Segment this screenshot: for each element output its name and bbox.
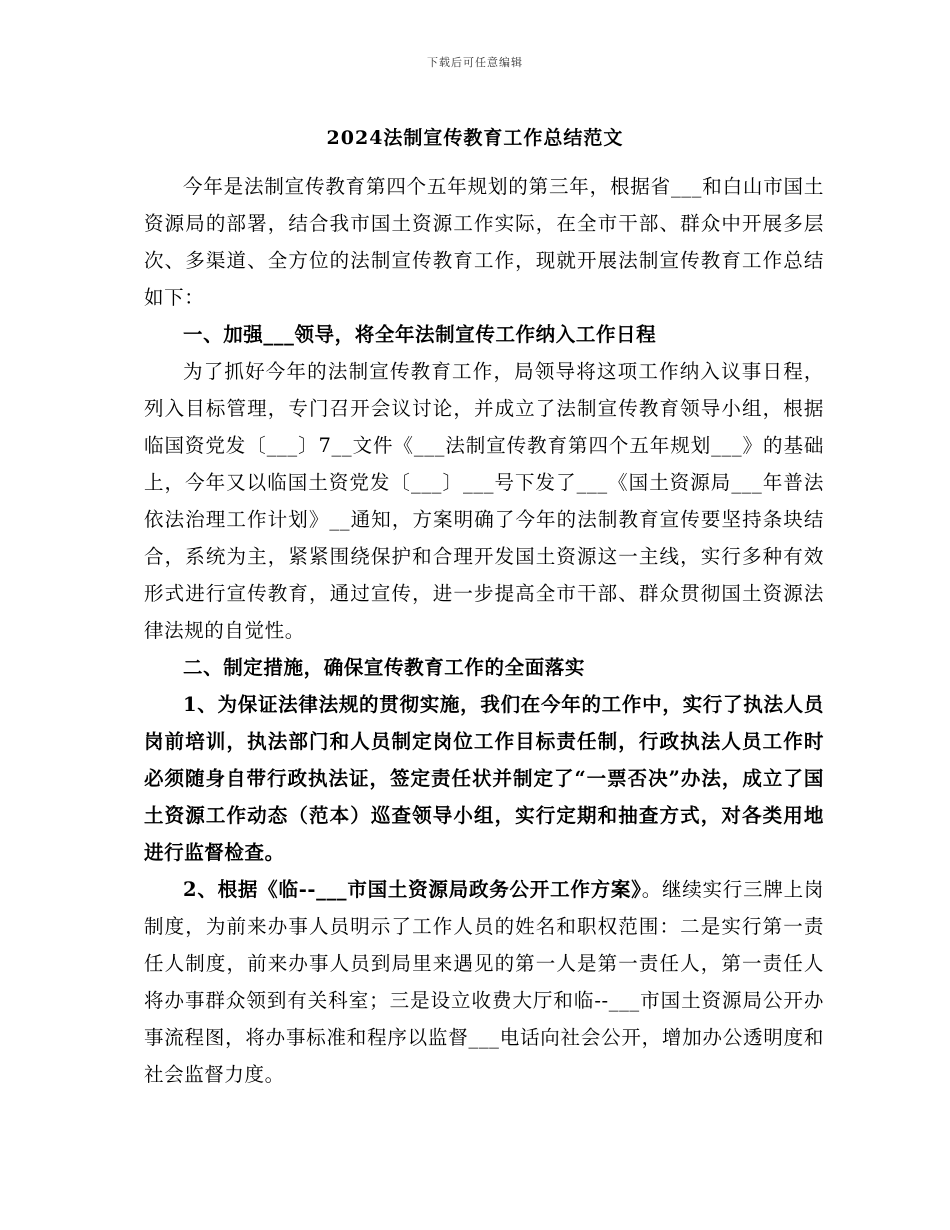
intro-paragraph: 今年是法制宣传教育第四个五年规划的第三年，根据省___和白山市国土资源局的部署，结合我市国土资源工作实际，在全市干部、群众中开展多层次、多渠道、全方位的法制宣传教育工作，现就开展法制宣传教育工作总结如下： bbox=[144, 175, 824, 309]
section-1-paragraph: 为了抓好今年的法制宣传教育工作，局领导将这项工作纳入议事日程，列入目标管理，专门召开会议讨论，并成立了法制宣传教育领导小组，根据临国资党发〔___〕7__文件《___法制宣传教育第四个五年规划___》的基础上，今年又以临国土资党发〔___〕___号下发了___《国土资源局___年普法依法治理工作计划》__通知，方案明确了今年的法制教育宣传要坚持条块结合，系统为主，紧紧围绕保护和合理开发国土资源这一主线，实行多种有效形式进行宣传教育，通过宣传，进一步提高全市干部、群众贯彻国土资源法律法规的自觉性。 bbox=[144, 360, 824, 642]
header-note: 下载后可任意编辑 bbox=[427, 56, 523, 69]
measure-2-lead: 2、根据《临--___市国土资源局政务公开工作方案》 bbox=[183, 878, 642, 901]
measure-2-text: 。继续实行三牌上岗制度，为前来办事人员明示了工作人员的姓名和职权范围：二是实行第一责任人制度，前来办事人员到局里来遇见的第一人是第一责任人，第一责任人将办事群众领到有关科室；三是设立收费大厅和临--___市国土资源局公开办事流程图，将办事标准和程序以监督___电话向社会公开，增加办公透明度和社会监督力度。 bbox=[144, 878, 824, 1086]
document-title: 2024法制宣传教育工作总结范文 bbox=[326, 127, 624, 149]
section-heading-2: 二、制定措施，确保宣传教育工作的全面落实 bbox=[183, 656, 586, 679]
measure-1-paragraph: 1、为保证法律法规的贯彻实施，我们在今年的工作中，实行了执法人员岗前培训，执法部门和人员制定岗位工作目标责任制，行政执法人员工作时必须随身自带行政执法证，签定责任状并制定了“一票否决”办法，成立了国土资源工作动态（范本）巡查领导小组，实行定期和抽查方式，对各类用地进行监督检查。 bbox=[144, 693, 824, 864]
measure-2-paragraph bbox=[144, 871, 824, 1093]
section-heading-1: 一、加强___领导，将全年法制宣传工作纳入工作日程 bbox=[183, 323, 657, 346]
document-body bbox=[144, 168, 824, 1093]
